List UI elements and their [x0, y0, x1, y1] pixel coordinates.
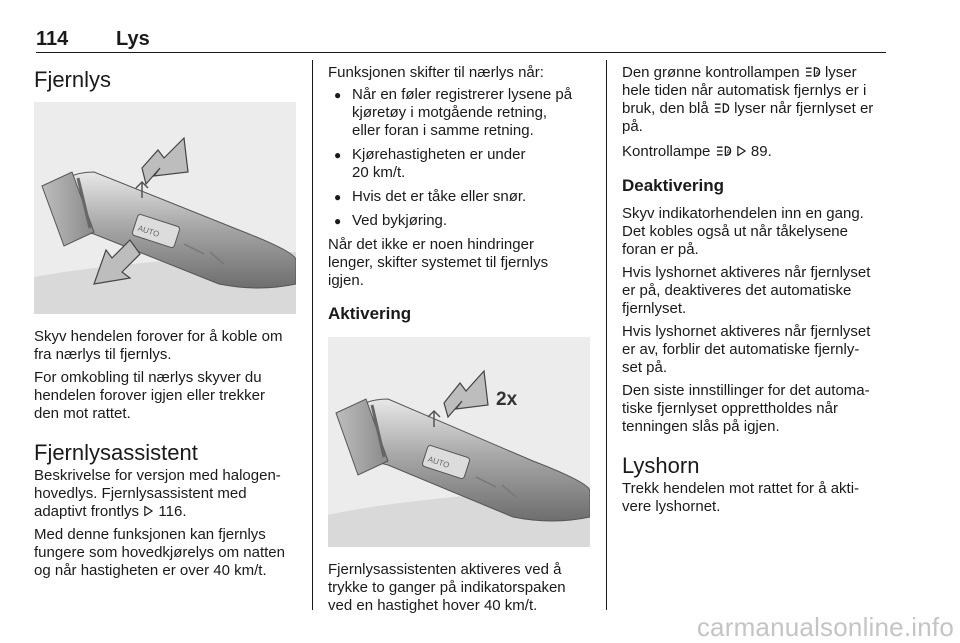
figure-label-2x: 2x	[496, 389, 518, 410]
svg-text:AUTO: AUTO	[426, 454, 451, 470]
body-line: tenningen slås på igjen.	[622, 418, 780, 435]
list-item-line: ● Hvis det er tåke eller snør.	[352, 188, 527, 205]
cross-reference-text: adaptivt frontlys	[34, 503, 140, 520]
body-line: For omkobling til nærlys skyver du	[34, 369, 262, 386]
body-line: tiske fjernlyset opprettholdes når	[622, 400, 838, 417]
caption-line: Fjernlysassistenten aktiveres ved å	[328, 561, 562, 578]
watermark: carmanualsonline.info	[696, 612, 954, 642]
body-line	[34, 503, 302, 521]
body-line: Hvis lyshornet aktiveres når fjernlyset	[622, 323, 871, 340]
body-line: på.	[622, 118, 643, 135]
body-line: foran er på.	[622, 241, 699, 258]
body-line: er på, deaktiveres det automatiske	[622, 282, 852, 299]
list-item	[328, 146, 596, 182]
body-line: fjernlyset.	[622, 300, 687, 317]
body-text: Den grønne kontrollampen	[622, 64, 800, 81]
body-line: Det kobles også ut når tåkelysene	[622, 223, 848, 240]
body-line: vere lyshornet.	[622, 498, 721, 515]
auto-high-beam-icon	[715, 145, 732, 157]
body-line: Hvis lyshornet aktiveres når fjernlyset	[622, 264, 871, 281]
body-text: Kontrollampe	[622, 143, 711, 160]
caption-line: trykke to ganger på indikatorspaken	[328, 579, 566, 596]
subheading-activation: Aktivering	[328, 304, 412, 323]
section-heading-high-beam: Fjernlys	[34, 67, 112, 92]
body-line	[622, 143, 890, 161]
intro-line: Funksjonen skifter til nærlys når:	[328, 64, 544, 81]
list-item-line: eller foran i samme retning.	[352, 122, 534, 139]
body-text: lyser	[824, 64, 857, 81]
list-item	[328, 188, 596, 206]
section-heading-high-beam-assist: Fjernlysassistent	[34, 440, 198, 465]
header-rule	[36, 52, 886, 53]
body-line: set på.	[622, 359, 668, 376]
high-beam-icon	[713, 102, 730, 114]
body-line: og når hastigheten er over 40 km/t.	[34, 562, 267, 579]
body-line: hele tiden når automatisk fjernlys er i	[622, 82, 867, 99]
page-number: 114	[36, 28, 69, 50]
column-2	[328, 60, 596, 615]
body-line: hovedlys. Fjernlysassistent med	[34, 485, 247, 502]
figure-lever-push-twice	[328, 337, 590, 547]
caption-line: Skyv hendelen forover for å koble om	[34, 328, 283, 345]
cross-reference-page: 89.	[750, 143, 772, 160]
list-item-line: ● Kjørehastigheten er under	[352, 146, 526, 163]
condition-list	[328, 86, 596, 230]
body-line: Skyv indikatorhendelen inn en gang.	[622, 205, 864, 222]
page-reference-icon	[736, 145, 747, 157]
column-divider	[606, 60, 607, 610]
body-line	[622, 100, 890, 118]
page-reference-icon	[143, 505, 154, 517]
body-line: hendelen forover igjen eller trekker	[34, 387, 265, 404]
body-line: igjen.	[328, 272, 364, 289]
body-line: fungere som hovedkjørelys om natten	[34, 544, 285, 561]
auto-high-beam-icon	[804, 66, 821, 78]
body-line	[622, 64, 890, 82]
body-line: Den siste innstillinger for det automa-	[622, 382, 870, 399]
cross-reference-page: 116.	[158, 503, 187, 520]
body-line: er av, forblir det automatiske fjernly-	[622, 341, 860, 358]
figure-lever-forward-back	[34, 102, 296, 314]
body-text: lyser når fjernlyset er	[734, 100, 874, 117]
list-item	[328, 86, 596, 140]
caption-line: fra nærlys til fjernlys.	[34, 346, 172, 363]
column-1	[34, 60, 302, 580]
caption-line: ved en hastighet hover 40 km/t.	[328, 597, 538, 614]
svg-text:AUTO: AUTO	[136, 223, 161, 239]
body-line: Med denne funksjonen kan fjernlys	[34, 526, 266, 543]
list-item-line: ● Når en føler registrerer lysene på	[352, 86, 573, 103]
list-item-line: ● Ved bykjøring.	[352, 212, 448, 229]
body-line: Når det ikke er noen hindringer	[328, 236, 534, 253]
body-line: lenger, skifter systemet til fjernlys	[328, 254, 549, 271]
column-divider	[312, 60, 313, 610]
section-heading-flash: Lyshorn	[622, 453, 700, 478]
list-item-line: kjøretøy i motgående retning,	[352, 104, 548, 121]
chapter-title: Lys	[116, 28, 150, 50]
column-3	[622, 60, 890, 516]
body-line: Trekk hendelen mot rattet for å akti-	[622, 480, 860, 497]
list-item-line: 20 km/t.	[352, 164, 406, 181]
list-item	[328, 212, 596, 230]
body-line: Beskrivelse for versjon med halogen-	[34, 467, 281, 484]
body-line: den mot rattet.	[34, 405, 131, 422]
body-text: bruk, den blå	[622, 100, 709, 117]
page-header	[36, 28, 886, 52]
subheading-deactivation: Deaktivering	[622, 176, 725, 195]
